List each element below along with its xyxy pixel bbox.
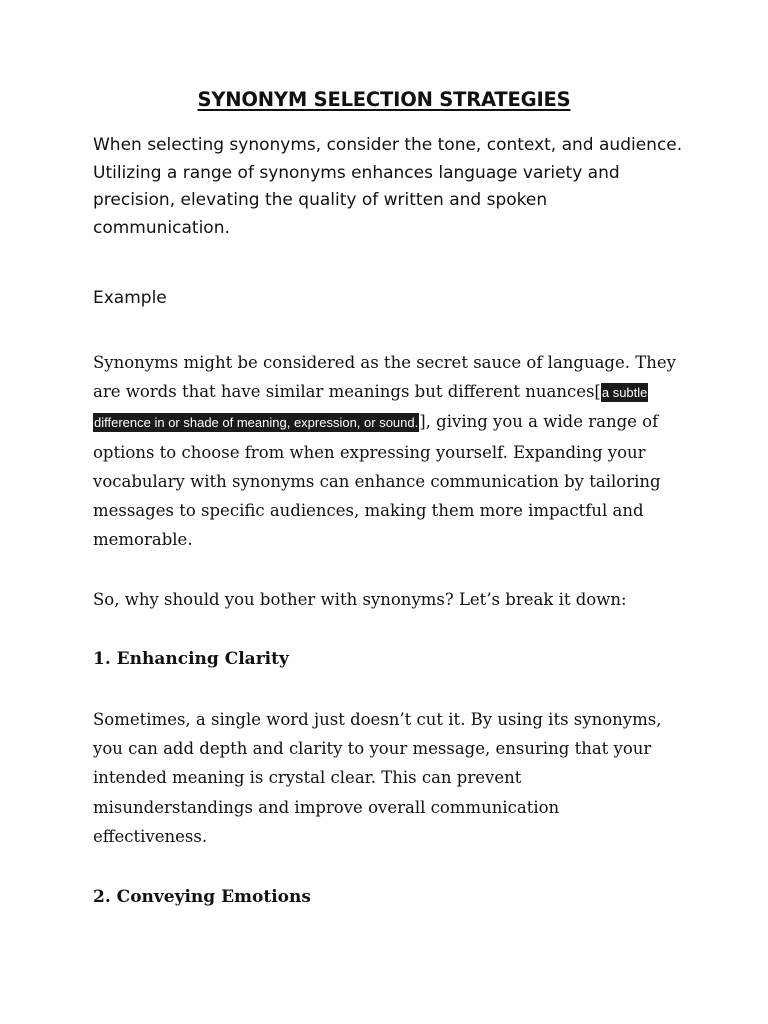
clarity-line: effectiveness. [93,826,208,846]
intro-paragraph [93,132,693,242]
example-text: are words that have similar meanings but different nuances[ [93,382,601,402]
clarity-line: you can add depth and clarity to your message, ensuring that your [93,739,652,759]
clarity-line: Sometimes, a single word just doesn’t cut it. By using its synonyms, [93,710,662,729]
intro-line: Utilizing a range of synonyms enhances language variety and [93,162,620,183]
question-paragraph: So, why should you bother with synonyms? Let’s break it down: [93,590,627,609]
intro-line: When selecting synonyms, consider the tone, context, and audience. [93,135,683,155]
page-title: SYNONYM SELECTION STRATEGIES [197,88,571,111]
clarity-paragraph [93,705,693,851]
definition-highlight: a subtle [601,385,648,401]
example-line: vocabulary with synonyms can enhance communication by tailoring [93,471,661,491]
example-text: ], giving you a wide range of [419,412,659,432]
example-label: Example [93,288,167,308]
example-line: messages to specific audiences, making them more impactful and [93,501,644,521]
example-line: options to choose from when expressing yourself. Expanding your [93,442,646,462]
intro-line: precision, elevating the quality of written and spoken [93,190,548,210]
example-line: Synonyms might be considered as the secret sauce of language. They [93,353,676,372]
definition-highlight: difference in or shade of meaning, expression, or sound. [94,415,419,431]
clarity-line: intended meaning is crystal clear. This can prevent [93,768,522,788]
clarity-line: misunderstandings and improve overall communication [93,797,560,817]
section-heading-emotions: 2. Conveying Emotions [93,887,311,907]
example-line [93,377,693,407]
example-line [93,407,693,437]
section-heading-clarity: 1. Enhancing Clarity [93,649,289,669]
example-paragraph [93,348,693,554]
intro-line: communication. [93,217,230,238]
example-line: memorable. [93,530,193,550]
